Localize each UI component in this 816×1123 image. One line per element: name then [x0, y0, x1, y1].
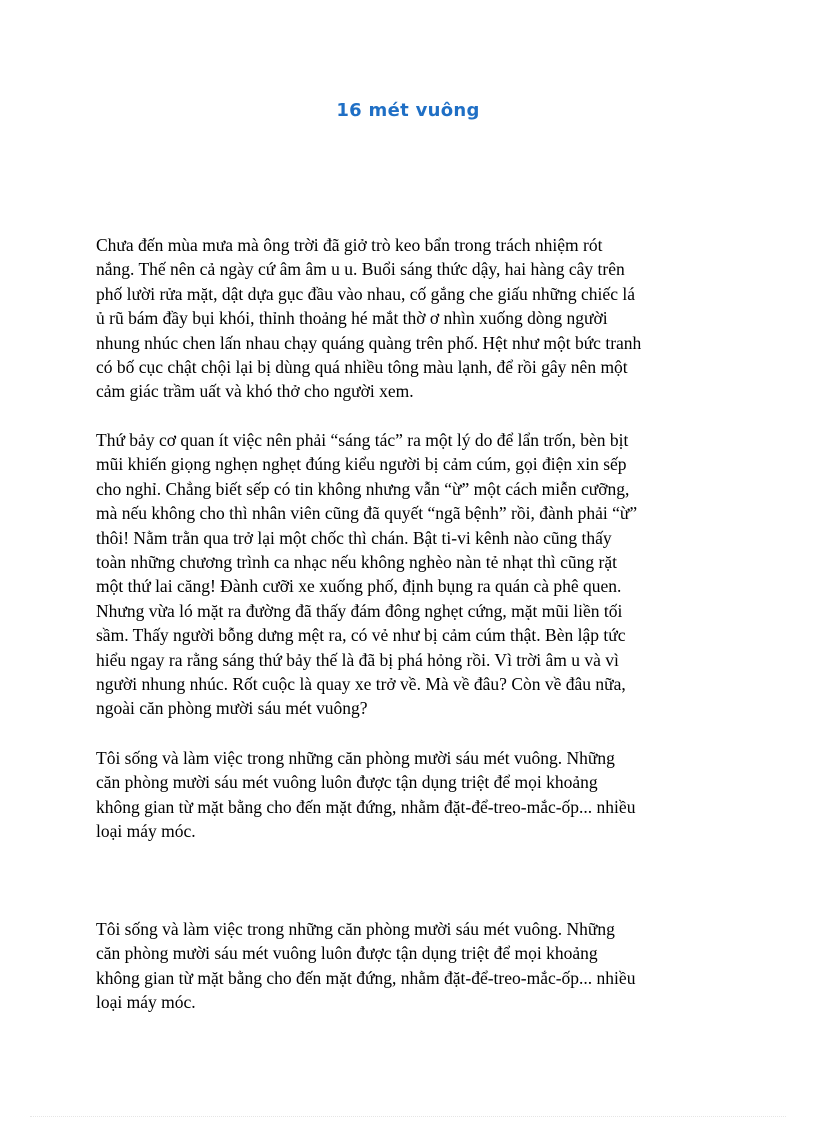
- text-line: Chưa đến mùa mưa mà ông trời đã giở trò keo bẩn trong trách nhiệm rót: [96, 235, 603, 255]
- text-line: căn phòng mười sáu mét vuông luôn được tận dụng triệt để mọi khoảng: [96, 943, 598, 964]
- text-line: sầm. Thấy người bỗng dưng mệt ra, có vẻ như bị cảm cúm thật. Bèn lập tức: [96, 625, 626, 646]
- text-line: Nhưng vừa ló mặt ra đường đã thấy đám đông nghẹt cứng, mặt mũi liền tối: [96, 600, 623, 621]
- text-line: nhung nhúc chen lấn nhau chạy quáng quàng trên phố. Hệt như một bức tranh: [96, 332, 642, 353]
- page-bottom-divider: [30, 1116, 786, 1117]
- text-line: nắng. Thế nên cả ngày cứ âm âm u u. Buổi sáng thức dậy, hai hàng cây trên: [96, 259, 625, 280]
- text-line: không gian từ mặt bằng cho đến mặt đứng, nhằm đặt-để-treo-mắc-ốp... nhiều: [96, 967, 636, 988]
- text-line: cho nghỉ. Chẳng biết sếp có tin không nhưng vẫn “ừ” một cách miễn cưỡng,: [96, 478, 630, 499]
- text-line: có bố cục chật chội lại bị dùng quá nhiều tông màu lạnh, để rồi gây nên một: [96, 357, 628, 378]
- text-line: không gian từ mặt bằng cho đến mặt đứng, nhằm đặt-để-treo-mắc-ốp... nhiều: [96, 796, 636, 817]
- text-line: Tôi sống và làm việc trong những căn phòng mười sáu mét vuông. Những: [96, 748, 615, 768]
- paragraph-4: [96, 917, 720, 1015]
- text-line: một thứ lai căng! Đành cưỡi xe xuống phố, định bụng ra quán cà phê quen.: [96, 576, 622, 597]
- text-line: Tôi sống và làm việc trong những căn phòng mười sáu mét vuông. Những: [96, 919, 615, 939]
- text-line: Thứ bảy cơ quan ít việc nên phải “sáng tác” ra một lý do để lẩn trốn, bèn bịt: [96, 430, 629, 450]
- text-line: cảm giác trầm uất và khó thở cho người xem.: [96, 381, 414, 402]
- text-line: loại máy móc.: [96, 992, 196, 1013]
- text-line: toàn những chương trình ca nhạc nếu không nghèo nàn tẻ nhạt thì cũng rặt: [96, 552, 618, 573]
- text-line: phố lười rửa mặt, dật dựa gục đầu vào nhau, cố gắng che giấu những chiếc lá: [96, 283, 635, 304]
- paragraph-2: [96, 428, 720, 721]
- text-line: ủ rũ bám đầy bụi khói, thỉnh thoảng hé mắt thờ ơ nhìn xuống dòng người: [96, 308, 608, 329]
- text-line: mà nếu không cho thì nhân viên cũng đã quyết “ngã bệnh” rồi, đành phải “ừ”: [96, 503, 638, 524]
- text-line: thôi! Nằm trằn qua trở lại một chốc thì chán. Bật ti-vi kênh nào cũng thấy: [96, 527, 612, 548]
- text-line: người nhung nhúc. Rốt cuộc là quay xe trở về. Mà về đâu? Còn về đâu nữa,: [96, 674, 626, 695]
- text-line: ngoài căn phòng mười sáu mét vuông?: [96, 698, 368, 719]
- paragraph-1: [96, 233, 720, 404]
- text-line: mũi khiến giọng nghẹn nghẹt đúng kiểu người bị cảm cúm, gọi điện xin sếp: [96, 454, 627, 475]
- paragraph-3: [96, 746, 720, 844]
- page-title: 16 mét vuông: [336, 100, 480, 121]
- text-line: loại máy móc.: [96, 821, 196, 842]
- text-line: hiểu ngay ra rằng sáng thứ bảy thế là đã bị phá hỏng rồi. Vì trời âm u và vì: [96, 649, 619, 670]
- text-line: căn phòng mười sáu mét vuông luôn được tận dụng triệt để mọi khoảng: [96, 772, 598, 793]
